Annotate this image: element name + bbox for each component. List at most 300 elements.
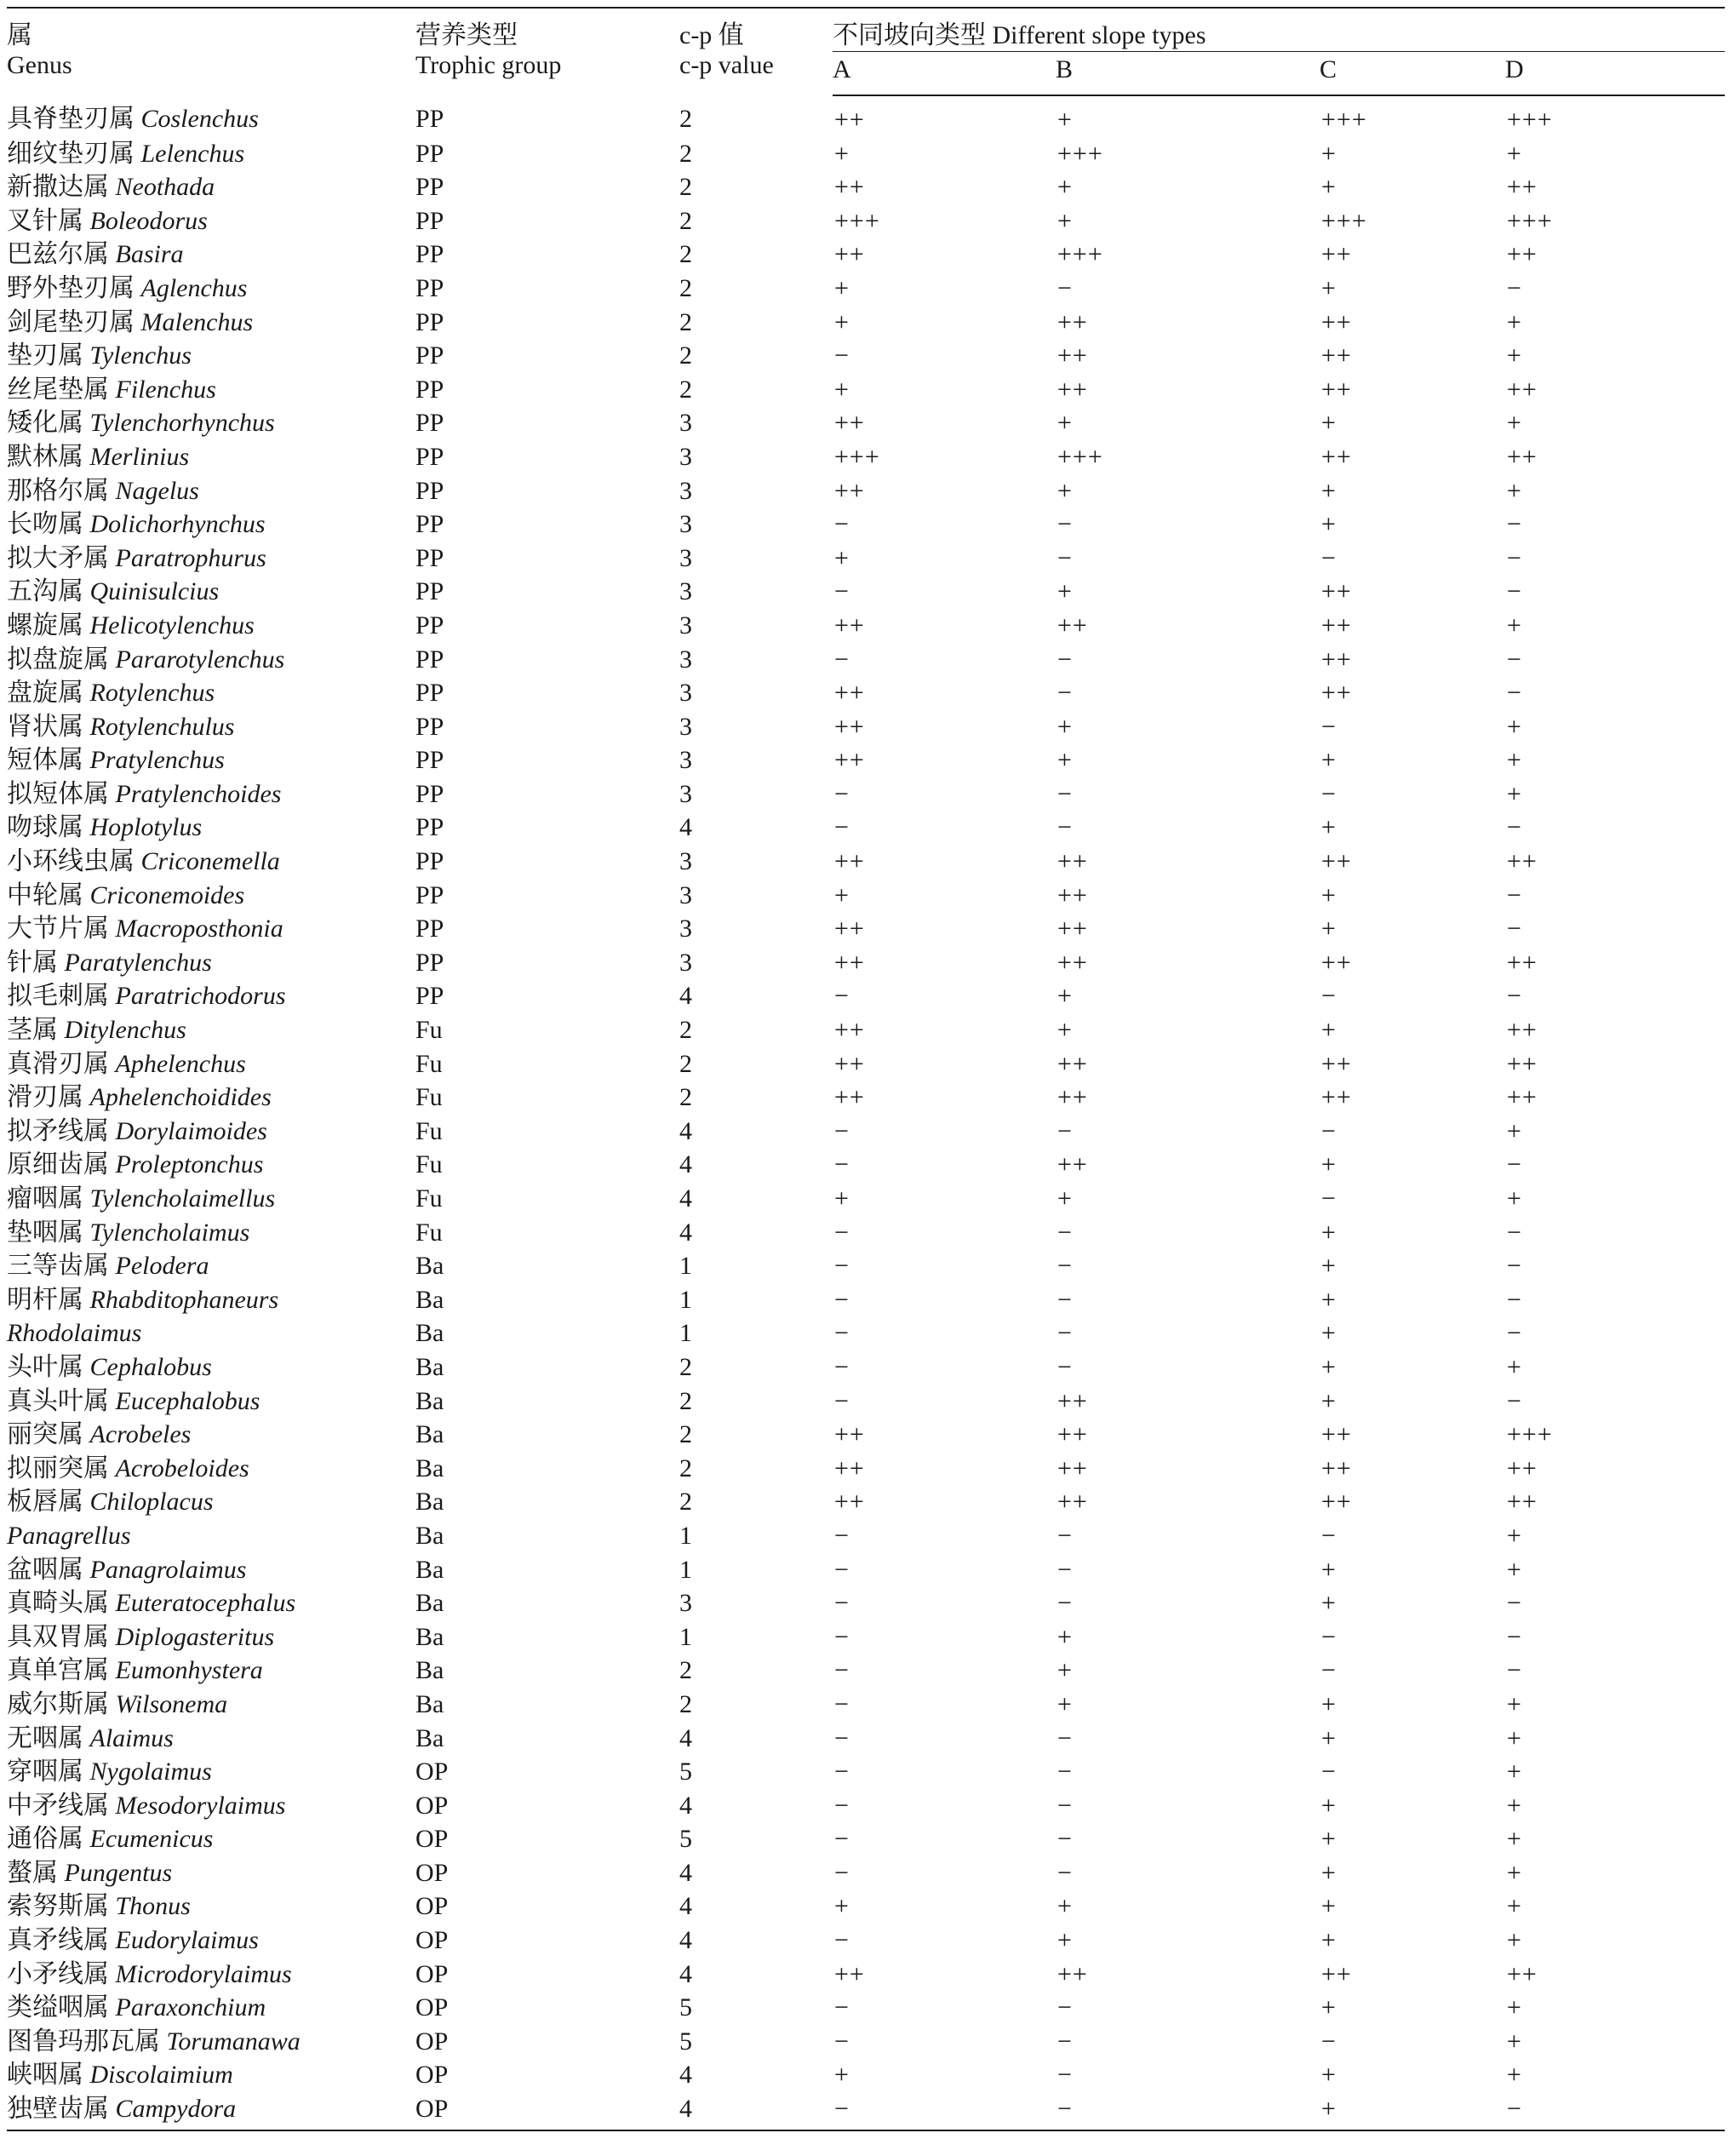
genus-latin-name: Nygolaimus	[89, 1757, 212, 1786]
slope-d-cell: −	[1507, 645, 1522, 674]
genus-latin-name: Microdorylaimus	[115, 1959, 292, 1988]
genus-chinese-name: 那格尔属	[7, 476, 116, 505]
cp-value-cell: 2	[679, 1352, 692, 1381]
trophic-group-cell: Fu	[415, 1116, 443, 1145]
slope-a-cell: ++	[834, 611, 865, 639]
slope-c-cell: +	[1321, 1150, 1337, 1179]
genus-latin-name: Acrobeloides	[115, 1454, 249, 1482]
slope-d-cell: ++	[1507, 1016, 1537, 1045]
table-row	[7, 474, 1725, 508]
slope-a-cell: +	[834, 375, 850, 404]
slope-a-cell: ++	[834, 948, 865, 977]
cp-value-cell: 3	[679, 543, 692, 572]
genus-latin-name: Paratylenchus	[64, 948, 212, 977]
genus-chinese-name: 矮化属	[7, 409, 90, 438]
trophic-group-cell: PP	[415, 982, 444, 1011]
genus-latin-name: Tylenchus	[89, 341, 192, 370]
header-slope-a: A	[833, 52, 1056, 96]
slope-d-cell: +	[1507, 1689, 1522, 1718]
slope-d-cell: −	[1507, 1589, 1522, 1618]
genus-cell	[7, 643, 415, 677]
genus-latin-name: Mesodorylaimus	[115, 1791, 286, 1820]
table-row	[7, 95, 1725, 137]
genus-cell	[7, 676, 415, 710]
trophic-group-cell: PP	[415, 273, 444, 302]
genus-cell	[7, 946, 415, 980]
table-row	[7, 1216, 1725, 1250]
genus-cell	[7, 912, 415, 946]
genus-chinese-name: 螯属	[7, 1858, 65, 1887]
slope-d-cell: −	[1507, 915, 1522, 943]
slope-b-cell: +	[1057, 712, 1073, 741]
slope-b-cell: −	[1057, 1285, 1073, 1314]
cp-value-cell: 3	[679, 915, 692, 943]
cp-value-cell: 1	[679, 1521, 692, 1550]
slope-d-cell: +++	[1507, 1420, 1553, 1449]
slope-c-cell: +	[1321, 1926, 1337, 1955]
genus-latin-name: Pararotylenchus	[115, 645, 285, 674]
genus-latin-name: Cephalobus	[89, 1352, 212, 1381]
genus-chinese-name: 盘旋属	[7, 679, 90, 708]
slope-a-cell: +	[834, 880, 850, 909]
genus-chinese-name: 真畸头属	[7, 1589, 116, 1618]
genus-chinese-name: 明杆属	[7, 1285, 90, 1314]
slope-a-cell: −	[834, 2027, 850, 2056]
table-row	[7, 1654, 1725, 1688]
slope-b-cell: +	[1057, 206, 1073, 235]
slope-c-cell: −	[1321, 779, 1337, 808]
genus-cell	[7, 811, 415, 845]
slope-d-cell: −	[1507, 1656, 1522, 1685]
genus-chinese-name: 垫咽属	[7, 1218, 90, 1247]
table-row	[7, 1755, 1725, 1789]
genus-chinese-name: 剑尾垫刃属	[7, 307, 141, 336]
slope-c-cell: −	[1321, 1757, 1337, 1786]
slope-d-cell: +++	[1507, 206, 1553, 235]
slope-c-cell: +	[1321, 746, 1337, 775]
slope-c-cell: ++	[1321, 1488, 1352, 1517]
trophic-group-cell: PP	[415, 442, 444, 471]
cp-value-cell: 1	[679, 1555, 692, 1584]
genus-chinese-name: 螺旋属	[7, 611, 90, 639]
genus-chinese-name: 真头叶属	[7, 1386, 116, 1415]
slope-d-cell: +	[1507, 2027, 1522, 2056]
table-row	[7, 170, 1725, 204]
slope-c-cell: +	[1321, 273, 1337, 302]
trophic-group-cell: Ba	[415, 1488, 444, 1517]
table-row	[7, 339, 1725, 373]
header-cp-en: c-p value	[679, 51, 774, 79]
slope-a-cell: ++	[834, 1454, 865, 1482]
slope-d-cell: −	[1507, 679, 1522, 708]
header-genus-cn: 属	[7, 21, 32, 49]
genus-cell	[7, 440, 415, 474]
genus-latin-name: Filenchus	[115, 375, 216, 404]
genus-latin-name: Eumonhystera	[115, 1656, 263, 1685]
trophic-group-cell: PP	[415, 341, 444, 370]
slope-c-cell: ++	[1321, 1959, 1352, 1988]
slope-b-cell: +++	[1057, 442, 1103, 471]
table-row	[7, 575, 1725, 609]
cp-value-cell: 2	[679, 1454, 692, 1482]
cp-value-cell: 5	[679, 2027, 692, 2056]
slope-a-cell: −	[834, 1689, 850, 1718]
genus-chinese-name: 板唇属	[7, 1488, 90, 1517]
slope-d-cell: −	[1507, 273, 1522, 302]
table-row	[7, 542, 1725, 576]
genus-cell	[7, 1485, 415, 1519]
slope-b-cell: −	[1057, 1319, 1073, 1348]
slope-b-cell: −	[1057, 1723, 1073, 1752]
table-row	[7, 1991, 1725, 2025]
genus-cell	[7, 272, 415, 306]
slope-b-cell: ++	[1057, 611, 1088, 639]
genus-latin-name: Malenchus	[140, 307, 254, 336]
genus-latin-name: Wilsonema	[115, 1689, 228, 1718]
genus-cell	[7, 1283, 415, 1317]
genus-latin-name: Neothada	[115, 173, 215, 202]
table-header	[7, 8, 1725, 95]
slope-a-cell: −	[834, 1656, 850, 1685]
header-slope-d: D	[1505, 52, 1725, 96]
trophic-group-cell: Ba	[415, 1723, 444, 1752]
cp-value-cell: 5	[679, 1993, 692, 2022]
genus-latin-name: Panagrellus	[7, 1521, 131, 1550]
genus-cell	[7, 238, 415, 272]
slope-a-cell: ++	[834, 915, 865, 943]
genus-chinese-name: 峡咽属	[7, 2061, 90, 2090]
genus-cell	[7, 204, 415, 238]
slope-d-cell: +	[1507, 1825, 1522, 1854]
cp-value-cell: 3	[679, 948, 692, 977]
slope-a-cell: ++	[834, 1959, 865, 1988]
genus-chinese-name: 拟毛刺属	[7, 982, 116, 1011]
cp-value-cell: 4	[679, 1150, 692, 1179]
genus-latin-name: Quinisulcius	[89, 577, 220, 606]
slope-a-cell: −	[834, 1622, 850, 1651]
slope-c-cell: +++	[1321, 106, 1367, 134]
trophic-group-cell: OP	[415, 1926, 449, 1955]
trophic-group-cell: Ba	[415, 1622, 444, 1651]
genus-chinese-name: 叉针属	[7, 206, 90, 235]
genus-cell	[7, 1553, 415, 1587]
genus-chinese-name: 肾状属	[7, 712, 90, 741]
trophic-group-cell: Ba	[415, 1352, 444, 1381]
trophic-group-cell: PP	[415, 645, 444, 674]
slope-b-cell: ++	[1057, 375, 1088, 404]
slope-b-cell: −	[1057, 1589, 1073, 1618]
slope-c-cell: ++	[1321, 847, 1352, 876]
table-row	[7, 1047, 1725, 1081]
slope-b-cell: −	[1057, 1858, 1073, 1887]
slope-c-cell: −	[1321, 982, 1337, 1011]
slope-c-cell: +	[1321, 1825, 1337, 1854]
slope-d-cell: +	[1507, 1352, 1522, 1381]
slope-a-cell: −	[834, 1825, 850, 1854]
table-row	[7, 879, 1725, 913]
table-row	[7, 1553, 1725, 1587]
slope-d-cell: ++	[1507, 1959, 1537, 1988]
genus-cell	[7, 1822, 415, 1856]
slope-d-cell: ++	[1507, 240, 1537, 269]
genus-latin-name: Panagrolaimus	[89, 1555, 247, 1584]
genus-cell	[7, 710, 415, 744]
slope-b-cell: −	[1057, 1352, 1073, 1381]
cp-value-cell: 3	[679, 577, 692, 606]
genus-chinese-name: 穿咽属	[7, 1757, 90, 1786]
slope-b-cell: +	[1057, 1926, 1073, 1955]
genus-cell	[7, 1216, 415, 1250]
genus-latin-name: Hoplotylus	[89, 813, 203, 842]
slope-c-cell: ++	[1321, 948, 1352, 977]
table-row	[7, 1586, 1725, 1620]
slope-a-cell: ++	[834, 746, 865, 775]
table-row	[7, 507, 1725, 542]
genus-latin-name: Pungentus	[64, 1858, 173, 1887]
slope-c-cell: ++	[1321, 645, 1352, 674]
slope-b-cell: ++	[1057, 1386, 1088, 1415]
table-row	[7, 1316, 1725, 1350]
slope-c-cell: +	[1321, 1589, 1337, 1618]
slope-b-cell: +++	[1057, 139, 1103, 168]
table-row	[7, 946, 1725, 980]
table-row	[7, 1283, 1725, 1317]
cp-value-cell: 1	[679, 1285, 692, 1314]
slope-d-cell: +	[1507, 1892, 1522, 1921]
slope-c-cell: −	[1321, 1656, 1337, 1685]
genus-latin-name: Rhodolaimus	[7, 1319, 142, 1348]
genus-latin-name: Discolaimium	[89, 2061, 233, 2090]
slope-a-cell: ++	[834, 240, 865, 269]
slope-a-cell: −	[834, 1926, 850, 1955]
slope-a-cell: −	[834, 1589, 850, 1618]
slope-a-cell: +	[834, 543, 850, 572]
slope-a-cell: −	[834, 1319, 850, 1348]
header-genus	[7, 8, 415, 95]
slope-d-cell: +	[1507, 307, 1522, 336]
slope-d-cell: +	[1507, 1184, 1522, 1213]
genus-cell	[7, 2025, 415, 2059]
genus-cell	[7, 1620, 415, 1654]
trophic-group-cell: OP	[415, 2061, 449, 2090]
slope-b-cell: −	[1057, 679, 1073, 708]
table-body	[7, 95, 1725, 2130]
genus-cell	[7, 507, 415, 542]
cp-value-cell: 1	[679, 1252, 692, 1281]
cp-value-cell: 2	[679, 1083, 692, 1112]
trophic-group-cell: Ba	[415, 1454, 444, 1482]
slope-d-cell: ++	[1507, 1049, 1537, 1078]
slope-a-cell: +	[834, 2061, 850, 2090]
trophic-group-cell: PP	[415, 948, 444, 977]
slope-d-cell: +++	[1507, 106, 1553, 134]
genus-latin-name: Pratylenchus	[89, 746, 225, 775]
slope-c-cell: ++	[1321, 307, 1352, 336]
cp-value-cell: 5	[679, 1825, 692, 1854]
slope-b-cell: ++	[1057, 1454, 1088, 1482]
genus-cell	[7, 1958, 415, 1992]
genus-chinese-name: 拟盘旋属	[7, 645, 116, 674]
trophic-group-cell: Fu	[415, 1016, 443, 1045]
slope-c-cell: +	[1321, 915, 1337, 943]
genus-latin-name: Paratrophurus	[115, 543, 266, 572]
table-row	[7, 1385, 1725, 1419]
trophic-group-cell: Fu	[415, 1150, 443, 1179]
slope-c-cell: −	[1321, 1184, 1337, 1213]
genus-cell	[7, 1047, 415, 1081]
table-row	[7, 1452, 1725, 1486]
slope-c-cell: +	[1321, 510, 1337, 539]
cp-value-cell: 1	[679, 1319, 692, 1348]
slope-b-cell: −	[1057, 1757, 1073, 1786]
genus-latin-name: Paraxonchium	[115, 1993, 266, 2022]
genus-cell	[7, 1722, 415, 1756]
genus-chinese-name: 新撒达属	[7, 173, 116, 202]
slope-c-cell: +	[1320, 2092, 1505, 2130]
table-row	[7, 1182, 1725, 1216]
genus-chinese-name: 中矛线属	[7, 1791, 116, 1820]
genus-chinese-name: 五沟属	[7, 577, 90, 606]
cp-value-cell: 2	[679, 1016, 692, 1045]
genus-cell	[7, 1755, 415, 1789]
slope-a-cell: −	[834, 341, 850, 370]
cp-value-cell: 3	[679, 746, 692, 775]
header-slope-group: 不同坡向类型 Different slope types	[833, 8, 1725, 52]
trophic-group-cell: Fu	[415, 1049, 443, 1078]
table-row	[7, 306, 1725, 340]
genus-chinese-name: 头叶属	[7, 1352, 90, 1381]
trophic-group-cell: OP	[415, 2027, 449, 2056]
slope-d-cell: ++	[1507, 948, 1537, 977]
slope-d-cell: +	[1507, 476, 1522, 505]
genus-chinese-name: 默林属	[7, 442, 90, 471]
genus-chinese-name: 丝尾垫属	[7, 375, 116, 404]
slope-d-cell: −	[1507, 880, 1522, 909]
slope-c-cell: +++	[1321, 206, 1367, 235]
slope-a-cell: −	[834, 1386, 850, 1415]
genus-chinese-name: 真滑刃属	[7, 1049, 116, 1078]
genus-latin-name: Tylenchorhynchus	[89, 409, 275, 438]
slope-a-cell: −	[834, 779, 850, 808]
slope-b-cell: −	[1057, 1993, 1073, 2022]
slope-c-cell: +	[1321, 1386, 1337, 1415]
cp-value-cell: 4	[679, 813, 692, 842]
cp-value-cell: 4	[679, 2092, 833, 2130]
genus-latin-name: Eucephalobus	[115, 1386, 261, 1415]
slope-b-cell: +	[1057, 1656, 1073, 1685]
slope-b-cell: −	[1057, 510, 1073, 539]
table-row	[7, 238, 1725, 272]
genus-latin-name: Aphelenchoidides	[89, 1083, 272, 1112]
trophic-group-cell: PP	[415, 847, 444, 876]
trophic-group-cell: PP	[415, 577, 444, 606]
genus-cell	[7, 137, 415, 171]
slope-d-cell: +	[1507, 746, 1522, 775]
slope-d-cell: −	[1507, 1285, 1522, 1314]
genus-cell	[7, 1452, 415, 1486]
cp-value-cell: 4	[679, 1892, 692, 1921]
table-row	[7, 373, 1725, 407]
trophic-group-cell: Ba	[415, 1689, 444, 1718]
slope-a-cell: ++	[834, 409, 865, 438]
slope-d-cell: −	[1507, 1252, 1522, 1281]
cp-value-cell: 4	[679, 1723, 692, 1752]
table-row	[7, 1485, 1725, 1519]
table-row	[7, 609, 1725, 643]
cp-value-cell: 3	[679, 1589, 692, 1618]
genus-cell	[7, 306, 415, 340]
genus-latin-name: Acrobeles	[89, 1420, 192, 1449]
trophic-group-cell: PP	[415, 510, 444, 539]
slope-d-cell: −	[1507, 1319, 1522, 1348]
slope-b-cell: −	[1057, 645, 1073, 674]
slope-d-cell: −	[1507, 543, 1522, 572]
slope-a-cell: +++	[834, 442, 880, 471]
trophic-group-cell: Ba	[415, 1285, 444, 1314]
slope-b-cell: −	[1056, 2092, 1320, 2130]
genus-cell	[7, 609, 415, 643]
slope-c-cell: +	[1321, 139, 1337, 168]
slope-d-cell: −	[1507, 982, 1522, 1011]
slope-d-cell: ++	[1507, 1454, 1537, 1482]
table-row	[7, 1958, 1725, 1992]
genus-cell	[7, 879, 415, 913]
trophic-group-cell: OP	[415, 1791, 449, 1820]
trophic-group-cell: OP	[415, 1825, 449, 1854]
genus-cell	[7, 339, 415, 373]
trophic-group-cell: PP	[415, 206, 444, 235]
genus-cell	[7, 575, 415, 609]
cp-value-cell: 4	[679, 1184, 692, 1213]
trophic-group-cell: PP	[415, 307, 444, 336]
genus-chinese-name: 拟短体属	[7, 779, 116, 808]
genus-chinese-name: 原细齿属	[7, 1150, 116, 1179]
slope-b-cell: ++	[1057, 915, 1088, 943]
cp-value-cell: 2	[679, 139, 692, 168]
slope-b-cell: ++	[1057, 948, 1088, 977]
cp-value-cell: 3	[679, 679, 692, 708]
slope-d-cell: ++	[1507, 847, 1537, 876]
table-row	[7, 137, 1725, 171]
table-row	[7, 1081, 1725, 1115]
table-row	[7, 643, 1725, 677]
genus-latin-name: Pelodera	[115, 1252, 209, 1281]
genus-chinese-name: 针属	[7, 948, 65, 977]
slope-b-cell: ++	[1057, 1959, 1088, 1988]
genus-latin-name: Coslenchus	[140, 105, 259, 133]
slope-a-cell: −	[834, 813, 850, 842]
genus-chinese-name: 图鲁玛那瓦属	[7, 2027, 167, 2056]
genus-chinese-name: 瘤咽属	[7, 1184, 90, 1213]
genus-latin-name: Rotylenchulus	[89, 712, 235, 741]
genus-chinese-name: 威尔斯属	[7, 1689, 116, 1718]
table-row	[7, 1148, 1725, 1182]
genus-latin-name: Merlinius	[89, 442, 190, 471]
slope-b-cell: −	[1057, 1521, 1073, 1550]
slope-c-cell: −	[1321, 2027, 1337, 2056]
table-row	[7, 1889, 1725, 1924]
table-row	[7, 406, 1725, 440]
genus-chinese-name: 真单宫属	[7, 1656, 116, 1685]
slope-d-cell: +	[1507, 611, 1522, 639]
cp-value-cell: 3	[679, 712, 692, 741]
genus-cell	[7, 1148, 415, 1182]
genus-chinese-name: 具脊垫刃属	[7, 105, 141, 133]
slope-d-cell: −	[1507, 577, 1522, 606]
slope-c-cell: ++	[1321, 1083, 1352, 1112]
slope-b-cell: +	[1057, 1184, 1073, 1213]
cp-value-cell: 4	[679, 1218, 692, 1247]
